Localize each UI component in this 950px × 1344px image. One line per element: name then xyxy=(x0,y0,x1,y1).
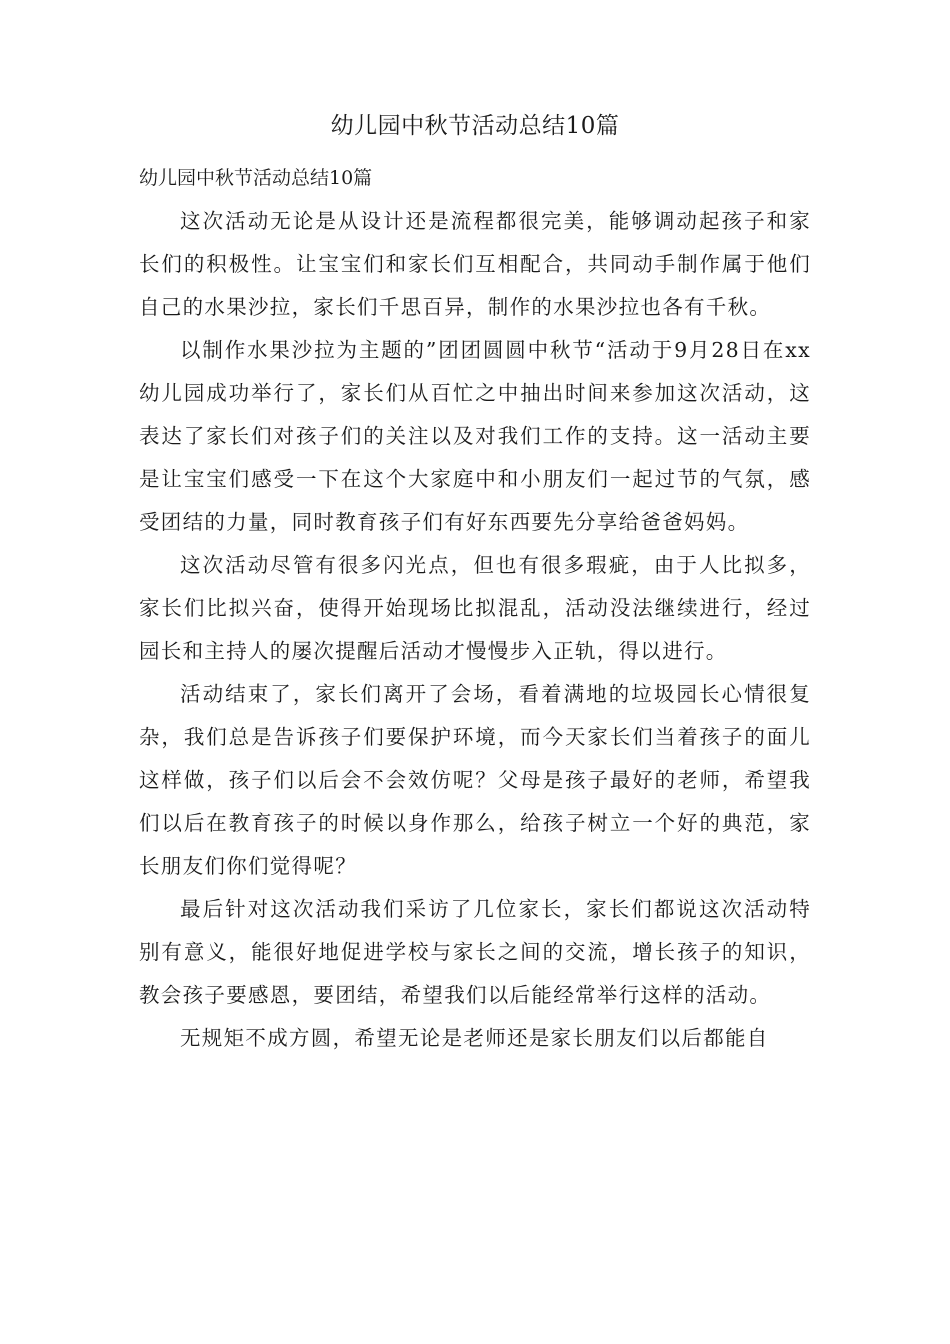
paragraph-4: 活动结束了，家长们离开了会场，看着满地的垃圾园长心情很复杂，我们总是告诉孩子们要保护环境，而今天家长们当着孩子的面儿这样做，孩子们以后会不会效仿呢？父母是孩子最好的老师，希望我们以后在教育孩子的时候以身作那么，给孩子树立一个好的典范，家长朋友们你们觉得呢？ xyxy=(139,682,811,878)
paragraph-2: 以制作水果沙拉为主题的”团团圆圆中秋节“活动于9月28日在xx幼儿园成功举行了，家长们从百忙之中抽出时间来参加这次活动，这表达了家长们对孩子们的关注以及对我们工作的支持。这一活动主要是让宝宝们感受一下在这个大家庭中和小朋友们一起过节的气氛，感受团结的力量，同时教育孩子们有好东西要先分享给爸爸妈妈。 xyxy=(139,338,811,534)
paragraph-1: 这次活动无论是从设计还是流程都很完美，能够调动起孩子和家长们的积极性。让宝宝们和家长们互相配合，共同动手制作属于他们自己的水果沙拉，家长们千思百异，制作的水果沙拉也各有千秋。 xyxy=(139,209,811,319)
paragraph-6: 无规矩不成方圆，希望无论是老师还是家长朋友们以后都能自 xyxy=(180,1026,769,1050)
paragraph-5: 最后针对这次活动我们采访了几位家长，家长们都说这次活动特别有意义，能很好地促进学校与家长之间的交流，增长孩子的知识，教会孩子要感恩，要团结，希望我们以后能经常举行这样的活动。 xyxy=(139,897,811,1007)
document-title: 幼儿园中秋节活动总结10篇 xyxy=(330,113,620,139)
document-body xyxy=(139,200,811,1060)
document-subtitle: 幼儿园中秋节活动总结10篇 xyxy=(139,167,373,189)
paragraph-3: 这次活动尽管有很多闪光点，但也有很多瑕疵，由于人比拟多，家长们比拟兴奋，使得开始现场比拟混乱，活动没法继续进行，经过园长和主持人的屡次提醒后活动才慢慢步入正轨，得以进行。 xyxy=(139,553,811,663)
